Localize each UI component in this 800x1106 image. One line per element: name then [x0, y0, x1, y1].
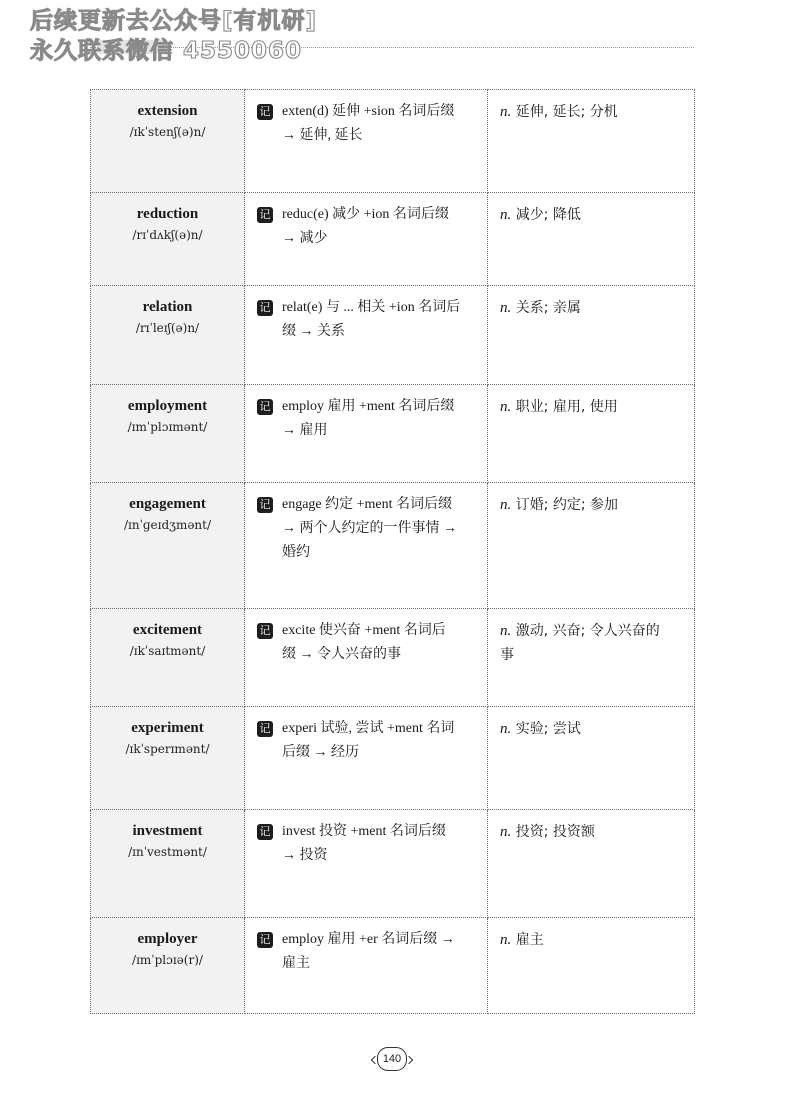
- memo-line: employ 雇用 +ment 名词后缀: [282, 399, 455, 414]
- phonetic: /rɪˈleɪʃ(ə)n/: [135, 321, 200, 335]
- word-cell: [91, 609, 245, 707]
- part-of-speech: n.: [500, 824, 512, 840]
- memo-line: → 投资: [282, 848, 328, 863]
- table-row: [91, 90, 695, 193]
- word-cell: [91, 286, 245, 385]
- word-cell: [91, 385, 245, 483]
- definition: [488, 90, 694, 124]
- definition-cell: [488, 609, 695, 707]
- word-cell: [91, 707, 245, 810]
- headword: excitement: [132, 622, 203, 638]
- memo-icon: 记: [257, 932, 273, 948]
- memo-cell: [245, 609, 488, 707]
- definition-text: 事: [500, 647, 514, 663]
- phonetic: /ɪkˈsaɪtmənt/: [129, 644, 206, 658]
- table-row: [91, 286, 695, 385]
- memo-text: [245, 483, 487, 565]
- watermark-line-1: 后续更新去公众号[有机研]: [30, 8, 318, 34]
- memo-cell: [245, 286, 488, 385]
- table-row: [91, 609, 695, 707]
- memo-text: [245, 918, 487, 976]
- memo-icon: 记: [257, 824, 273, 840]
- memo-line: experi 试验, 尝试 +ment 名词: [282, 721, 455, 736]
- definition-text: 关系; 亲属: [515, 300, 581, 316]
- definition-line: [500, 100, 686, 124]
- headword: employer: [137, 931, 198, 947]
- memo-cell: [245, 918, 488, 1014]
- memo-icon: 记: [257, 721, 273, 737]
- definition-line: [500, 820, 686, 844]
- table-row: [91, 385, 695, 483]
- memo-text: [245, 90, 487, 148]
- watermark-line-2: 永久联系微信 4550060: [30, 38, 303, 64]
- memo-cell: [245, 193, 488, 286]
- part-of-speech: n.: [500, 104, 512, 120]
- part-of-speech: n.: [500, 207, 512, 223]
- phonetic: /rɪˈdʌkʃ(ə)n/: [132, 228, 203, 242]
- definition-line: [500, 395, 686, 419]
- memo-icon: 记: [257, 300, 273, 316]
- memo-text: [245, 707, 487, 765]
- definition-cell: [488, 90, 695, 193]
- definition-text: 激动, 兴奋; 令人兴奋的: [515, 623, 660, 639]
- headword: investment: [132, 823, 203, 839]
- memo-line: excite 使兴奋 +ment 名词后: [282, 623, 446, 638]
- table-row: [91, 193, 695, 286]
- word-cell: [91, 193, 245, 286]
- phonetic: /ɪnˈvestmənt/: [128, 845, 207, 859]
- phonetic: /ɪkˈstenʃ(ə)n/: [129, 125, 206, 139]
- definition-text: 订婚; 约定; 参加: [515, 497, 619, 513]
- memo-line: → 延伸, 延长: [282, 128, 363, 143]
- part-of-speech: n.: [500, 497, 512, 513]
- memo-line: 缀 → 令人兴奋的事: [282, 647, 401, 662]
- table-row: [91, 483, 695, 609]
- memo-cell: [245, 707, 488, 810]
- definition-line: [500, 203, 686, 227]
- definition-text: 延伸, 延长; 分机: [515, 104, 618, 120]
- definition-line: [500, 928, 686, 952]
- headword: relation: [142, 299, 193, 315]
- definition-text: 雇主: [515, 932, 544, 948]
- word-cell: [91, 918, 245, 1014]
- part-of-speech: n.: [500, 623, 512, 639]
- part-of-speech: n.: [500, 721, 512, 737]
- definition-line: [500, 296, 686, 320]
- memo-line: 缀 → 关系: [282, 324, 345, 339]
- memo-line: reduc(e) 减少 +ion 名词后缀: [282, 207, 449, 222]
- memo-line: → 两个人约定的一件事情 →: [282, 521, 457, 536]
- memo-cell: [245, 90, 488, 193]
- definition-line: [500, 643, 686, 667]
- memo-icon: 记: [257, 104, 273, 120]
- definition-cell: [488, 286, 695, 385]
- definition: [488, 707, 694, 741]
- memo-line: invest 投资 +ment 名词后缀: [282, 824, 446, 839]
- table-row: [91, 810, 695, 918]
- watermark: [30, 6, 360, 66]
- definition-cell: [488, 810, 695, 918]
- memo-icon: 记: [257, 497, 273, 513]
- memo-icon: 记: [257, 399, 273, 415]
- definition: [488, 918, 694, 952]
- memo-text: [245, 810, 487, 868]
- memo-line: 雇主: [282, 956, 310, 971]
- headword: reduction: [136, 206, 199, 222]
- definition-cell: [488, 918, 695, 1014]
- headword: engagement: [129, 496, 206, 512]
- part-of-speech: n.: [500, 932, 512, 948]
- definition-text: 实验; 尝试: [515, 721, 581, 737]
- memo-line: employ 雇用 +er 名词后缀 →: [282, 932, 455, 947]
- definition-text: 投资; 投资额: [515, 824, 595, 840]
- definition-text: 职业; 雇用, 使用: [515, 399, 618, 415]
- memo-cell: [245, 810, 488, 918]
- memo-text: [245, 385, 487, 443]
- memo-cell: [245, 483, 488, 609]
- phonetic: /ɪkˈsperɪmənt/: [125, 742, 210, 756]
- memo-line: relat(e) 与 ... 相关 +ion 名词后: [282, 300, 461, 315]
- vocabulary-table: [90, 89, 695, 1014]
- memo-line: engage 约定 +ment 名词后缀: [282, 497, 453, 512]
- definition-line: [500, 619, 686, 643]
- word-cell: [91, 810, 245, 918]
- definition-cell: [488, 483, 695, 609]
- definition: [488, 385, 694, 419]
- vocabulary-table-body: [91, 90, 695, 1014]
- definition: [488, 193, 694, 227]
- memo-cell: [245, 385, 488, 483]
- headword: employment: [127, 398, 208, 414]
- definition-cell: [488, 707, 695, 810]
- table-row: [91, 707, 695, 810]
- definition: [488, 810, 694, 844]
- memo-line: 婚约: [282, 545, 310, 560]
- definition: [488, 483, 694, 517]
- definition-text: 减少; 降低: [515, 207, 581, 223]
- memo-text: [245, 286, 487, 344]
- memo-line: → 雇用: [282, 423, 328, 438]
- headword: extension: [137, 103, 198, 119]
- phonetic: /ɪmˈplɔɪə(r)/: [132, 953, 203, 967]
- phonetic: /ɪnˈɡeɪdʒmənt/: [123, 518, 212, 532]
- memo-icon: 记: [257, 207, 273, 223]
- definition-cell: [488, 385, 695, 483]
- definition: [488, 286, 694, 320]
- memo-line: 后缀 → 经历: [282, 745, 359, 760]
- part-of-speech: n.: [500, 399, 512, 415]
- memo-line: exten(d) 延伸 +sion 名词后缀: [282, 104, 455, 119]
- definition-line: [500, 493, 686, 517]
- memo-text: [245, 609, 487, 667]
- headword: experiment: [131, 720, 204, 736]
- definition-line: [500, 717, 686, 741]
- definition: [488, 609, 694, 667]
- phonetic: /ɪmˈplɔɪmənt/: [127, 420, 208, 434]
- part-of-speech: n.: [500, 300, 512, 316]
- memo-text: [245, 193, 487, 251]
- table-row: [91, 918, 695, 1014]
- definition-cell: [488, 193, 695, 286]
- memo-line: → 减少: [282, 231, 328, 246]
- page-number: 140: [377, 1047, 407, 1071]
- memo-icon: 记: [257, 623, 273, 639]
- word-cell: [91, 90, 245, 193]
- word-cell: [91, 483, 245, 609]
